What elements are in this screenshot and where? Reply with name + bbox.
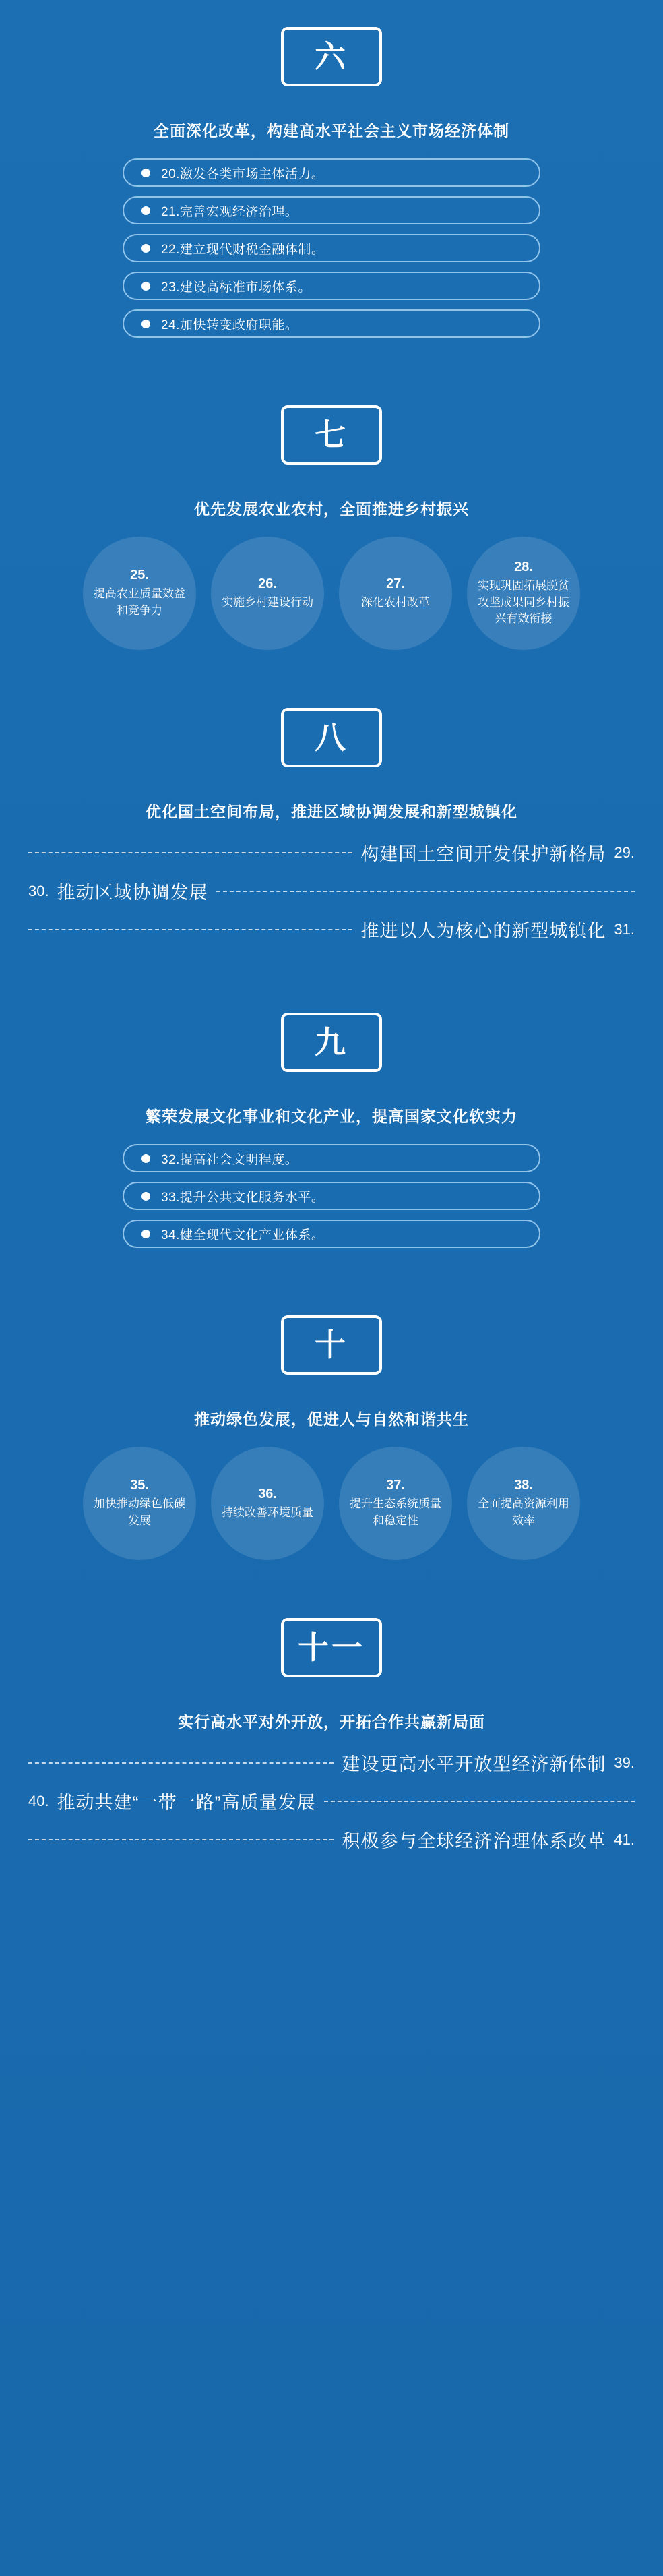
pill-list [123,158,540,338]
list-item-label: 积极参与全球经济治理体系改革 [342,1831,606,1851]
list-item[interactable] [123,272,540,300]
dashed-line [28,1839,334,1840]
section-number-text: 十 [315,1327,348,1362]
dashed-line [324,1801,635,1802]
list-item[interactable] [83,1447,196,1560]
list-item-label: 加快推动绿色低碳发展 [94,1497,185,1527]
list-item-label: 实现巩固拓展脱贫攻坚成果同乡村振兴有效衔接 [478,579,569,626]
list-item-label: 实施乡村建设行动 [222,595,313,609]
list-item-label: 21.完善宏观经济治理。 [161,204,298,219]
list-item[interactable] [123,309,540,338]
dash-list [28,839,635,942]
list-item-label: 构建国土空间开发保护新格局 [360,844,606,864]
list-item[interactable] [83,537,196,650]
section-title: 全面深化改革，构建高水平社会主义市场经济体制 [154,122,509,140]
bullet-dot-icon [141,244,150,253]
circle-list [0,537,663,650]
list-item-number: 39. [614,1754,635,1771]
dashed-line [28,929,352,930]
list-item-label: 推进以人为核心的新型城镇化 [360,921,606,941]
list-item-number: 27. [386,576,405,591]
dashed-line [28,1762,334,1764]
section-11 [0,1591,663,1853]
bullet-dot-icon [141,1192,150,1201]
section-title: 优先发展农业农村，全面推进乡村振兴 [194,500,469,518]
list-item-number: 36. [258,1486,277,1501]
section-number-badge [281,1618,382,1677]
list-item-number: 28. [514,560,533,575]
section-number-badge [281,708,382,767]
list-item-label: 33.提升公共文化服务水平。 [161,1190,325,1205]
dash-list [28,1749,635,1853]
section-number-badge [281,1013,382,1072]
section-title: 繁荣发展文化事业和文化产业，提高国家文化软实力 [146,1108,517,1125]
section-number-badge [281,405,382,465]
list-item-number: 38. [514,1478,533,1493]
section-6 [0,0,663,338]
section-title: 优化国土空间布局，推进区域协调发展和新型城镇化 [146,803,517,820]
list-item[interactable] [339,537,452,650]
dashed-line [216,891,635,892]
bullet-dot-icon [141,169,150,177]
bullet-dot-icon [141,206,150,215]
list-item[interactable] [211,1447,324,1560]
list-item-label: 23.建设高标准市场体系。 [161,280,311,295]
list-item[interactable] [28,916,635,942]
list-item[interactable] [28,878,635,904]
section-number-text: 十一 [298,1630,365,1665]
list-item[interactable] [28,1749,635,1776]
list-item-label: 32.提高社会文明程度。 [161,1152,298,1167]
section-number-text: 九 [315,1025,348,1060]
list-item-label: 持续改善环境质量 [222,1505,313,1519]
list-item-label: 提升生态系统质量和稳定性 [350,1497,441,1527]
list-item-number: 30. [28,882,49,899]
list-item[interactable] [123,1182,540,1210]
list-item[interactable] [467,537,580,650]
list-item-label: 提高农业质量效益和竞争力 [94,587,185,617]
list-item-label: 24.加快转变政府职能。 [161,318,298,332]
section-number-badge [281,27,382,86]
circle-list [0,1447,663,1560]
list-item[interactable] [123,196,540,224]
section-number-text: 六 [315,39,348,74]
list-item[interactable] [467,1447,580,1560]
section-number-text: 八 [315,720,348,755]
bullet-dot-icon [141,1154,150,1163]
list-item-label: 推动共建“一带一路”高质量发展 [57,1793,316,1813]
list-item[interactable] [211,537,324,650]
pill-list [123,1144,540,1248]
list-item-label: 全面提高资源利用效率 [478,1497,569,1527]
list-item-label: 22.建立现代财税金融体制。 [161,242,325,257]
list-item-number: 41. [614,1830,635,1848]
list-item-number: 26. [258,576,277,591]
list-item-number: 35. [130,1478,149,1493]
list-item[interactable] [28,1826,635,1853]
list-item-number: 37. [386,1478,405,1493]
list-item-number: 31. [614,920,635,938]
list-item-number: 40. [28,1792,49,1809]
section-7 [0,378,663,650]
section-number-badge [281,1315,382,1375]
list-item[interactable] [339,1447,452,1560]
list-item[interactable] [123,1144,540,1172]
section-number-text: 七 [315,417,348,452]
section-10 [0,1288,663,1560]
section-8 [0,681,663,942]
bullet-dot-icon [141,320,150,328]
list-item[interactable] [123,1220,540,1248]
list-item-label: 34.健全现代文化产业体系。 [161,1228,325,1242]
list-item-number: 25. [130,568,149,583]
section-title: 推动绿色发展，促进人与自然和谐共生 [194,1410,469,1428]
bullet-dot-icon [141,1230,150,1238]
list-item-label: 20.激发各类市场主体活力。 [161,167,325,181]
bullet-dot-icon [141,282,150,291]
list-item-label: 推动区域协调发展 [57,882,208,903]
list-item-number: 29. [614,843,635,861]
section-title: 实行高水平对外开放，开拓合作共赢新局面 [178,1713,485,1731]
list-item-label: 深化农村改革 [361,595,430,609]
list-item-label: 建设更高水平开放型经济新体制 [342,1754,606,1774]
list-item[interactable] [28,839,635,866]
dashed-line [28,852,352,853]
section-9 [0,986,663,1248]
list-item[interactable] [123,158,540,187]
list-item[interactable] [28,1788,635,1814]
list-item[interactable] [123,234,540,262]
